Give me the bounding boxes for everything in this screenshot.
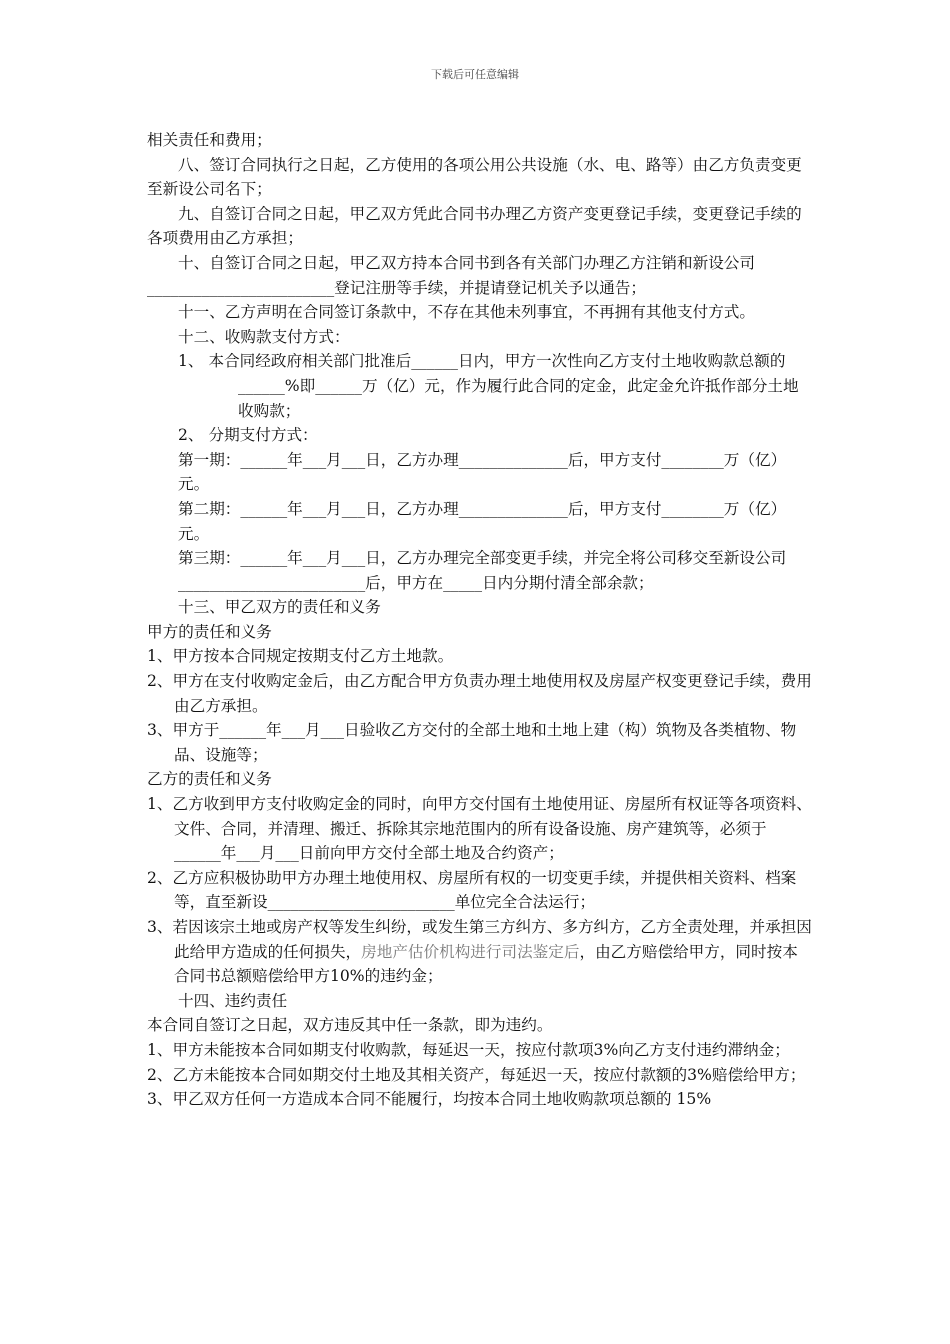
breach-item-3: 3、甲乙双方任何一方造成本合同不能履行，均按本合同土地收购款项总额的 15% <box>147 1090 712 1109</box>
page-header: 下载后可任意编辑 <box>431 68 519 81</box>
party-b-item-3 <box>147 915 812 989</box>
clause-13-heading: 十三、甲乙双方的责任和义务 <box>178 598 381 617</box>
party-b-item-3-text-b: ，由乙方赔偿给甲方，同时按本合同书总额赔偿给甲方10%的违约金； <box>174 942 798 986</box>
installment-1: 第一期：______年___月___日，乙方办理______________后，甲方支付________万（亿）元。 <box>178 450 787 494</box>
payment-item-1: 1、 本合同经政府相关部门批准后______日内，甲方一次性向乙方支付土地收购款总额的______%即______万（亿）元，作为履行此合同的定金，此定金允许抵作部分土地收购款； <box>178 352 799 420</box>
clause-8: 八、签订合同执行之日起，乙方使用的各项公用公共设施（水、电、路等）由乙方负责变更至新设公司名下； <box>147 155 802 199</box>
clause-11: 十一、乙方声明在合同签订条款中，不存在其他未列事宜，不再拥有其他支付方式。 <box>178 303 755 322</box>
clause-12-heading: 十二、收购款支付方式： <box>178 327 350 346</box>
party-b-item-3-highlight: 房地产估价机构进行司法鉴定后 <box>361 942 580 961</box>
clause-14-heading: 十四、违约责任 <box>178 991 288 1010</box>
clause-9: 九、自签订合同之日起，甲乙双方凭此合同书办理乙方资产变更登记手续，变更登记手续的各项费用由乙方承担； <box>147 204 802 248</box>
installment-3: 第三期：______年___月___日，乙方办理完全部变更手续，并完全将公司移交至新设公司________________________后，甲方在_____日内分期付清全部余款； <box>178 549 787 592</box>
breach-intro: 本合同自签订之日起，双方违反其中任一条款，即为违约。 <box>147 1016 553 1035</box>
installment-2: 第二期：______年___月___日，乙方办理______________后，甲方支付________万（亿）元。 <box>178 499 787 543</box>
party-b-item-2: 2、乙方应积极协助甲方办理土地使用权、房屋所有权的一切变更手续，并提供相关资料、档案等，直至新设________________________单位完全合法运行； <box>147 868 797 912</box>
document-body <box>147 128 812 1112</box>
party-b-item-3-text-a: 3、若因该宗土地或房产权等发生纠纷，或发生第三方纠方、多方纠方，乙方全责处理，并承担因此给甲方造成的任何损失， <box>147 918 812 961</box>
party-a-item-3: 3、甲方于______年___月___日验收乙方交付的全部土地和土地上建（构）筑物及各类植物、物品、设施等； <box>147 721 797 764</box>
party-a-heading: 甲方的责任和义务 <box>147 622 272 641</box>
breach-item-1: 1、甲方未能按本合同如期支付收购款，每延迟一天，按应付款项3%向乙方支付违约滞纳金； <box>147 1040 790 1059</box>
party-b-heading: 乙方的责任和义务 <box>147 770 272 789</box>
clause-10: 十、自签订合同之日起，甲乙双方持本合同书到各有关部门办理乙方注销和新设公司________________________登记注册等手续，并提请登记机关予以通告； <box>147 253 755 297</box>
paragraph: 相关责任和费用； <box>147 131 272 149</box>
party-b-item-1: 1、乙方收到甲方支付收购定金的同时，向甲方交付国有土地使用证、房屋所有权证等各项资料、文件、合同，并清理、搬迁、拆除其宗地范围内的所有设备设施、房产建筑等，必须于______年___月___日前向甲方交付全部土地及合约资产； <box>147 795 812 863</box>
payment-item-2: 2、 分期支付方式： <box>178 426 318 445</box>
party-a-item-2: 2、甲方在支付收购定金后，由乙方配合甲方负责办理土地使用权及房屋产权变更登记手续，费用由乙方承担。 <box>147 672 812 715</box>
breach-item-2: 2、乙方未能按本合同如期交付土地及其相关资产，每延迟一天，按应付款额的3%赔偿给甲方； <box>147 1065 806 1084</box>
party-a-item-1: 1、甲方按本合同规定按期支付乙方土地款。 <box>147 647 454 666</box>
